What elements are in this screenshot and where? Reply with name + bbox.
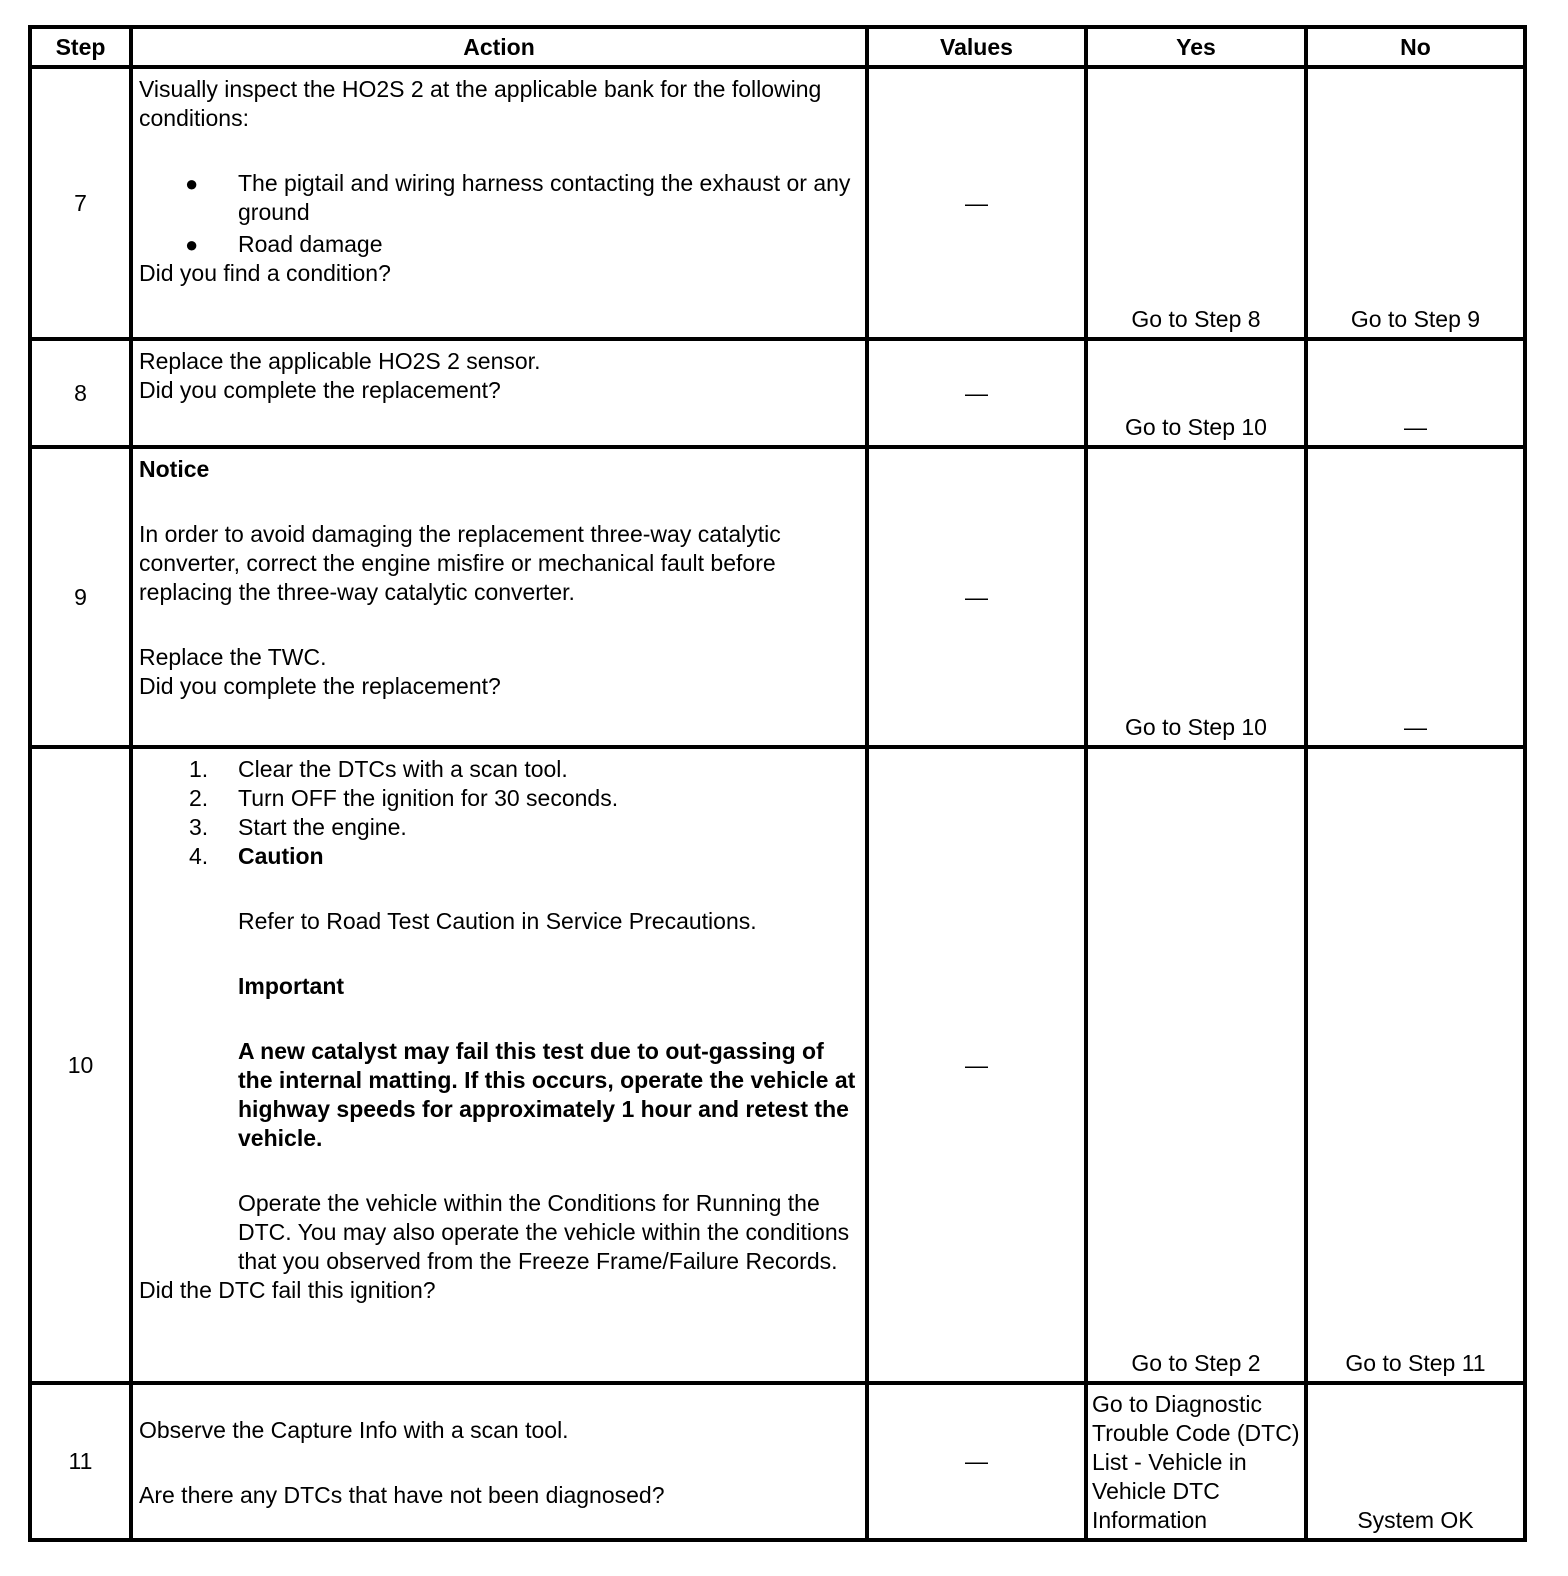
action-cell	[131, 447, 867, 747]
action-question: Did the DTC fail this ignition?	[139, 1277, 436, 1303]
yes-cell: Go to Step 10	[1086, 339, 1306, 447]
no-cell: —	[1306, 339, 1525, 447]
yes-cell: Go to Step 10	[1086, 447, 1306, 747]
important-title: Important	[238, 973, 345, 999]
list-item: 3. Start the engine.	[189, 814, 407, 840]
yes-cell: Go to Step 2	[1086, 747, 1306, 1383]
action-text: Replace the TWC.	[139, 644, 327, 670]
values-cell: —	[867, 339, 1086, 447]
step-number: 9	[30, 447, 131, 747]
step-number: 7	[30, 67, 131, 339]
condition-list	[139, 169, 859, 259]
procedure-list	[139, 755, 859, 871]
action-text: Replace the applicable HO2S 2 sensor.	[139, 348, 541, 374]
step-number: 8	[30, 339, 131, 447]
table-row	[30, 747, 1525, 1383]
action-question: Did you complete the replacement?	[139, 377, 501, 403]
list-item: 4. Caution	[189, 843, 324, 869]
action-question: Did you complete the replacement?	[139, 673, 501, 699]
operate-text: Operate the vehicle within the Conditions for Running the DTC. You may also operate the vehicle within the conditions that you observed from the Freeze Frame/Failure Records.	[238, 1190, 850, 1274]
yes-cell: Go to Diagnostic Trouble Code (DTC) List - Vehicle in Vehicle DTC Information	[1086, 1383, 1306, 1540]
values-cell: —	[867, 447, 1086, 747]
diagnostic-table	[28, 25, 1527, 1542]
header-row	[30, 27, 1525, 67]
header-step: Step	[30, 27, 131, 67]
values-cell: —	[867, 67, 1086, 339]
step-number: 11	[30, 1383, 131, 1540]
no-cell: —	[1306, 447, 1525, 747]
notice-title: Notice	[139, 456, 210, 482]
list-item: 1. Clear the DTCs with a scan tool.	[189, 756, 568, 782]
caution-text: Refer to Road Test Caution in Service Precautions.	[238, 908, 757, 934]
header-yes: Yes	[1086, 27, 1306, 67]
action-text: Observe the Capture Info with a scan tool.	[139, 1417, 569, 1443]
no-cell: Go to Step 9	[1306, 67, 1525, 339]
list-item: ● The pigtail and wiring harness contacting the exhaust or any ground	[185, 170, 851, 225]
step-number: 10	[30, 747, 131, 1383]
action-question: Are there any DTCs that have not been diagnosed?	[139, 1482, 665, 1508]
no-cell: System OK	[1306, 1383, 1525, 1540]
header-no: No	[1306, 27, 1525, 67]
notice-text: In order to avoid damaging the replacement three-way catalytic converter, correct the engine misfire or mechanical fault before replacing the three-way catalytic converter.	[139, 521, 781, 605]
list-item: 2. Turn OFF the ignition for 30 seconds.	[189, 785, 619, 811]
values-cell: —	[867, 1383, 1086, 1540]
table-row	[30, 339, 1525, 447]
important-text: A new catalyst may fail this test due to out-gassing of the internal matting. If this occurs, operate the vehicle at highway speeds for approximately 1 hour and retest the vehicle.	[238, 1038, 856, 1151]
header-action: Action	[131, 27, 867, 67]
action-cell	[131, 67, 867, 339]
action-cell	[131, 339, 867, 447]
no-cell: Go to Step 11	[1306, 747, 1525, 1383]
table-row	[30, 67, 1525, 339]
list-item: ● Road damage	[185, 231, 383, 257]
header-values: Values	[867, 27, 1086, 67]
action-cell	[131, 747, 867, 1383]
action-cell	[131, 1383, 867, 1540]
values-cell: —	[867, 747, 1086, 1383]
table-row	[30, 1383, 1525, 1540]
table-row	[30, 447, 1525, 747]
action-question: Did you find a condition?	[139, 260, 391, 286]
yes-cell: Go to Step 8	[1086, 67, 1306, 339]
action-intro: Visually inspect the HO2S 2 at the applicable bank for the following conditions:	[139, 76, 822, 131]
